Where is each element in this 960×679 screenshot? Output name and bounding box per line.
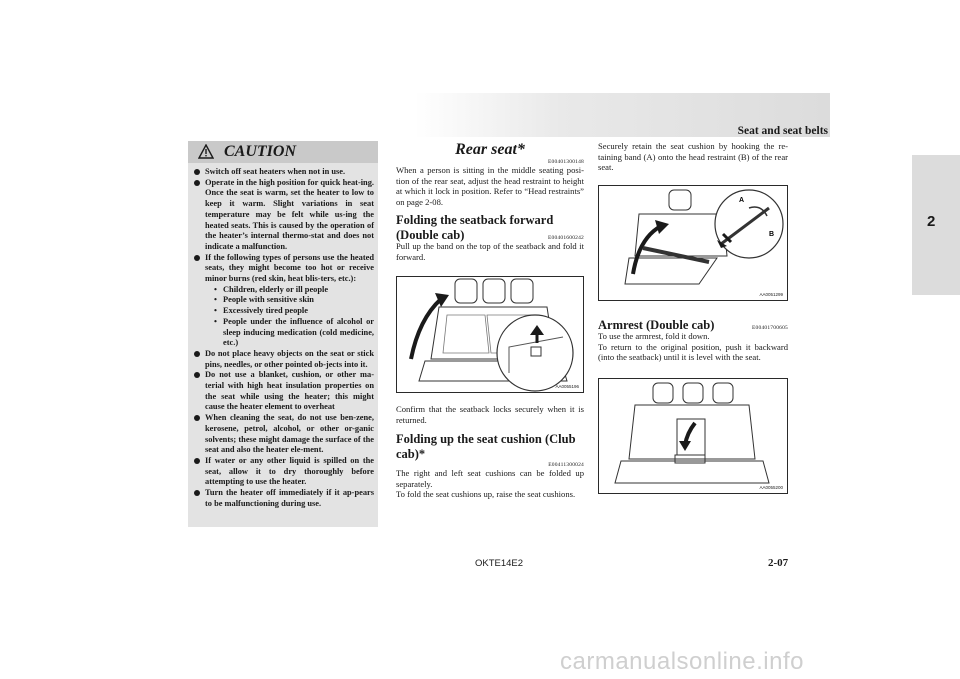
section-title: Seat and seat belts [737, 125, 828, 137]
caution-subitem: • People with sensitive skin [205, 295, 374, 306]
caution-subitem: • People under the influence of alcohol or sleep inducing medication (cold medicine, etc.) [205, 317, 374, 349]
securing-text: Securely retain the seat cushion by hooking the re-taining band (A) onto the head restraint (B) of the rear seat. [598, 141, 788, 173]
figure-code: AA0055196 [555, 384, 579, 389]
caution-item: Operate in the high position for quick heat-ing. Once the seat is warm, set the heater to low to keep it warm. Slight variations in seat temperature may be felt while us-ing the heated seats. This is caused by the operation of the heater’s internal thermo-stat and does not indicate a malfunction. [194, 178, 374, 253]
page-number: 2-07 [768, 557, 789, 569]
seatback-fold-illustration [397, 277, 583, 392]
caution-item: Do not use a blanket, cushion, or other ma-terial with high heat insulation properties on the seat while using the heater; this might cause the heater element to overheat [194, 370, 374, 413]
caution-header [188, 141, 378, 163]
armrest-code: E00401700605 [751, 325, 788, 331]
caution-item: Switch off seat heaters when not in use. [194, 167, 374, 178]
chapter-number: 2 [927, 213, 936, 230]
folding-double-code: E00401600242 [547, 235, 584, 242]
rear-seat-text: When a person is sitting in the middle seating posi-tion of the rear seat, adjust the head restraint to height at which it lock in position. Refer to “Head restraints” on page 2-08. [396, 165, 584, 207]
rear-seat-code: E00401300148 [547, 159, 584, 165]
caution-item-text: If the following types of persons use the heated seats, they might become too hot or receive minor burns (red skin, heat blis-ters, etc.): [205, 252, 374, 284]
folding-double-heading: Folding the seatback forward (Double cab) [396, 213, 554, 243]
caution-title: CAUTION [224, 143, 297, 160]
label-a: A [739, 197, 745, 204]
folding-club-text: The right and left seat cushions can be folded up separately. [396, 468, 584, 489]
warning-triangle-icon [198, 144, 214, 159]
right-column [598, 141, 788, 173]
middle-column-lower [396, 404, 584, 500]
caution-sublist [205, 285, 374, 349]
chapter-tab[interactable] [912, 155, 960, 295]
caution-item [194, 253, 374, 349]
armrest-section [598, 318, 788, 363]
figure-code: AA0055200 [759, 485, 783, 490]
seatback-fold-figure [396, 276, 584, 393]
rear-seat-heading: Rear seat* [455, 141, 525, 158]
caution-item: When cleaning the seat, do not use ben-zene, kerosene, petrol, alcohol, or other or-ganic solvents; these might damage the surface of the seat and also the heater ele-ment. [194, 413, 374, 456]
folding-double-after: Confirm that the seatback locks securely when it is returned. [396, 404, 584, 425]
label-b: B [769, 231, 775, 238]
armrest-text: To return to the original position, push it backward (into the seatback) until it is level with the seat. [598, 341, 788, 363]
folding-double-text: Pull up the band on the top of the seatback and fold it forward. [396, 241, 584, 262]
armrest-text: To use the armrest, fold it down. [598, 331, 710, 341]
document-code: OKTE14E2 [475, 558, 524, 569]
middle-column [396, 141, 584, 263]
armrest-illustration [599, 379, 787, 493]
watermark: carmanualsonline.info [560, 648, 804, 675]
caution-box [188, 141, 378, 527]
cushion-retain-illustration [599, 186, 787, 300]
figure-code: AA0051299 [759, 292, 783, 297]
folding-club-text: To fold the seat cushions up, raise the seat cushions. [396, 489, 576, 500]
armrest-heading: Armrest (Double cab) [598, 318, 715, 332]
caution-list [194, 167, 374, 510]
caution-item: Do not place heavy objects on the seat or stick pins, needles, or other pointed ob-jects into it. [194, 349, 374, 370]
cushion-retain-figure [598, 185, 788, 301]
folding-club-heading: Folding up the seat cushion (Club cab)* [396, 432, 576, 462]
caution-subitem: • Children, elderly or ill people [205, 285, 374, 296]
folding-club-code: E00411300024 [548, 462, 584, 469]
armrest-figure [598, 378, 788, 494]
caution-subitem: • Excessively tired people [205, 306, 374, 317]
caution-item: Turn the heater off immediately if it ap-pears to be malfunctioning during use. [194, 488, 374, 509]
caution-item: If water or any other liquid is spilled on the seat, allow it to dry thoroughly before attempting to use the heater. [194, 456, 374, 488]
